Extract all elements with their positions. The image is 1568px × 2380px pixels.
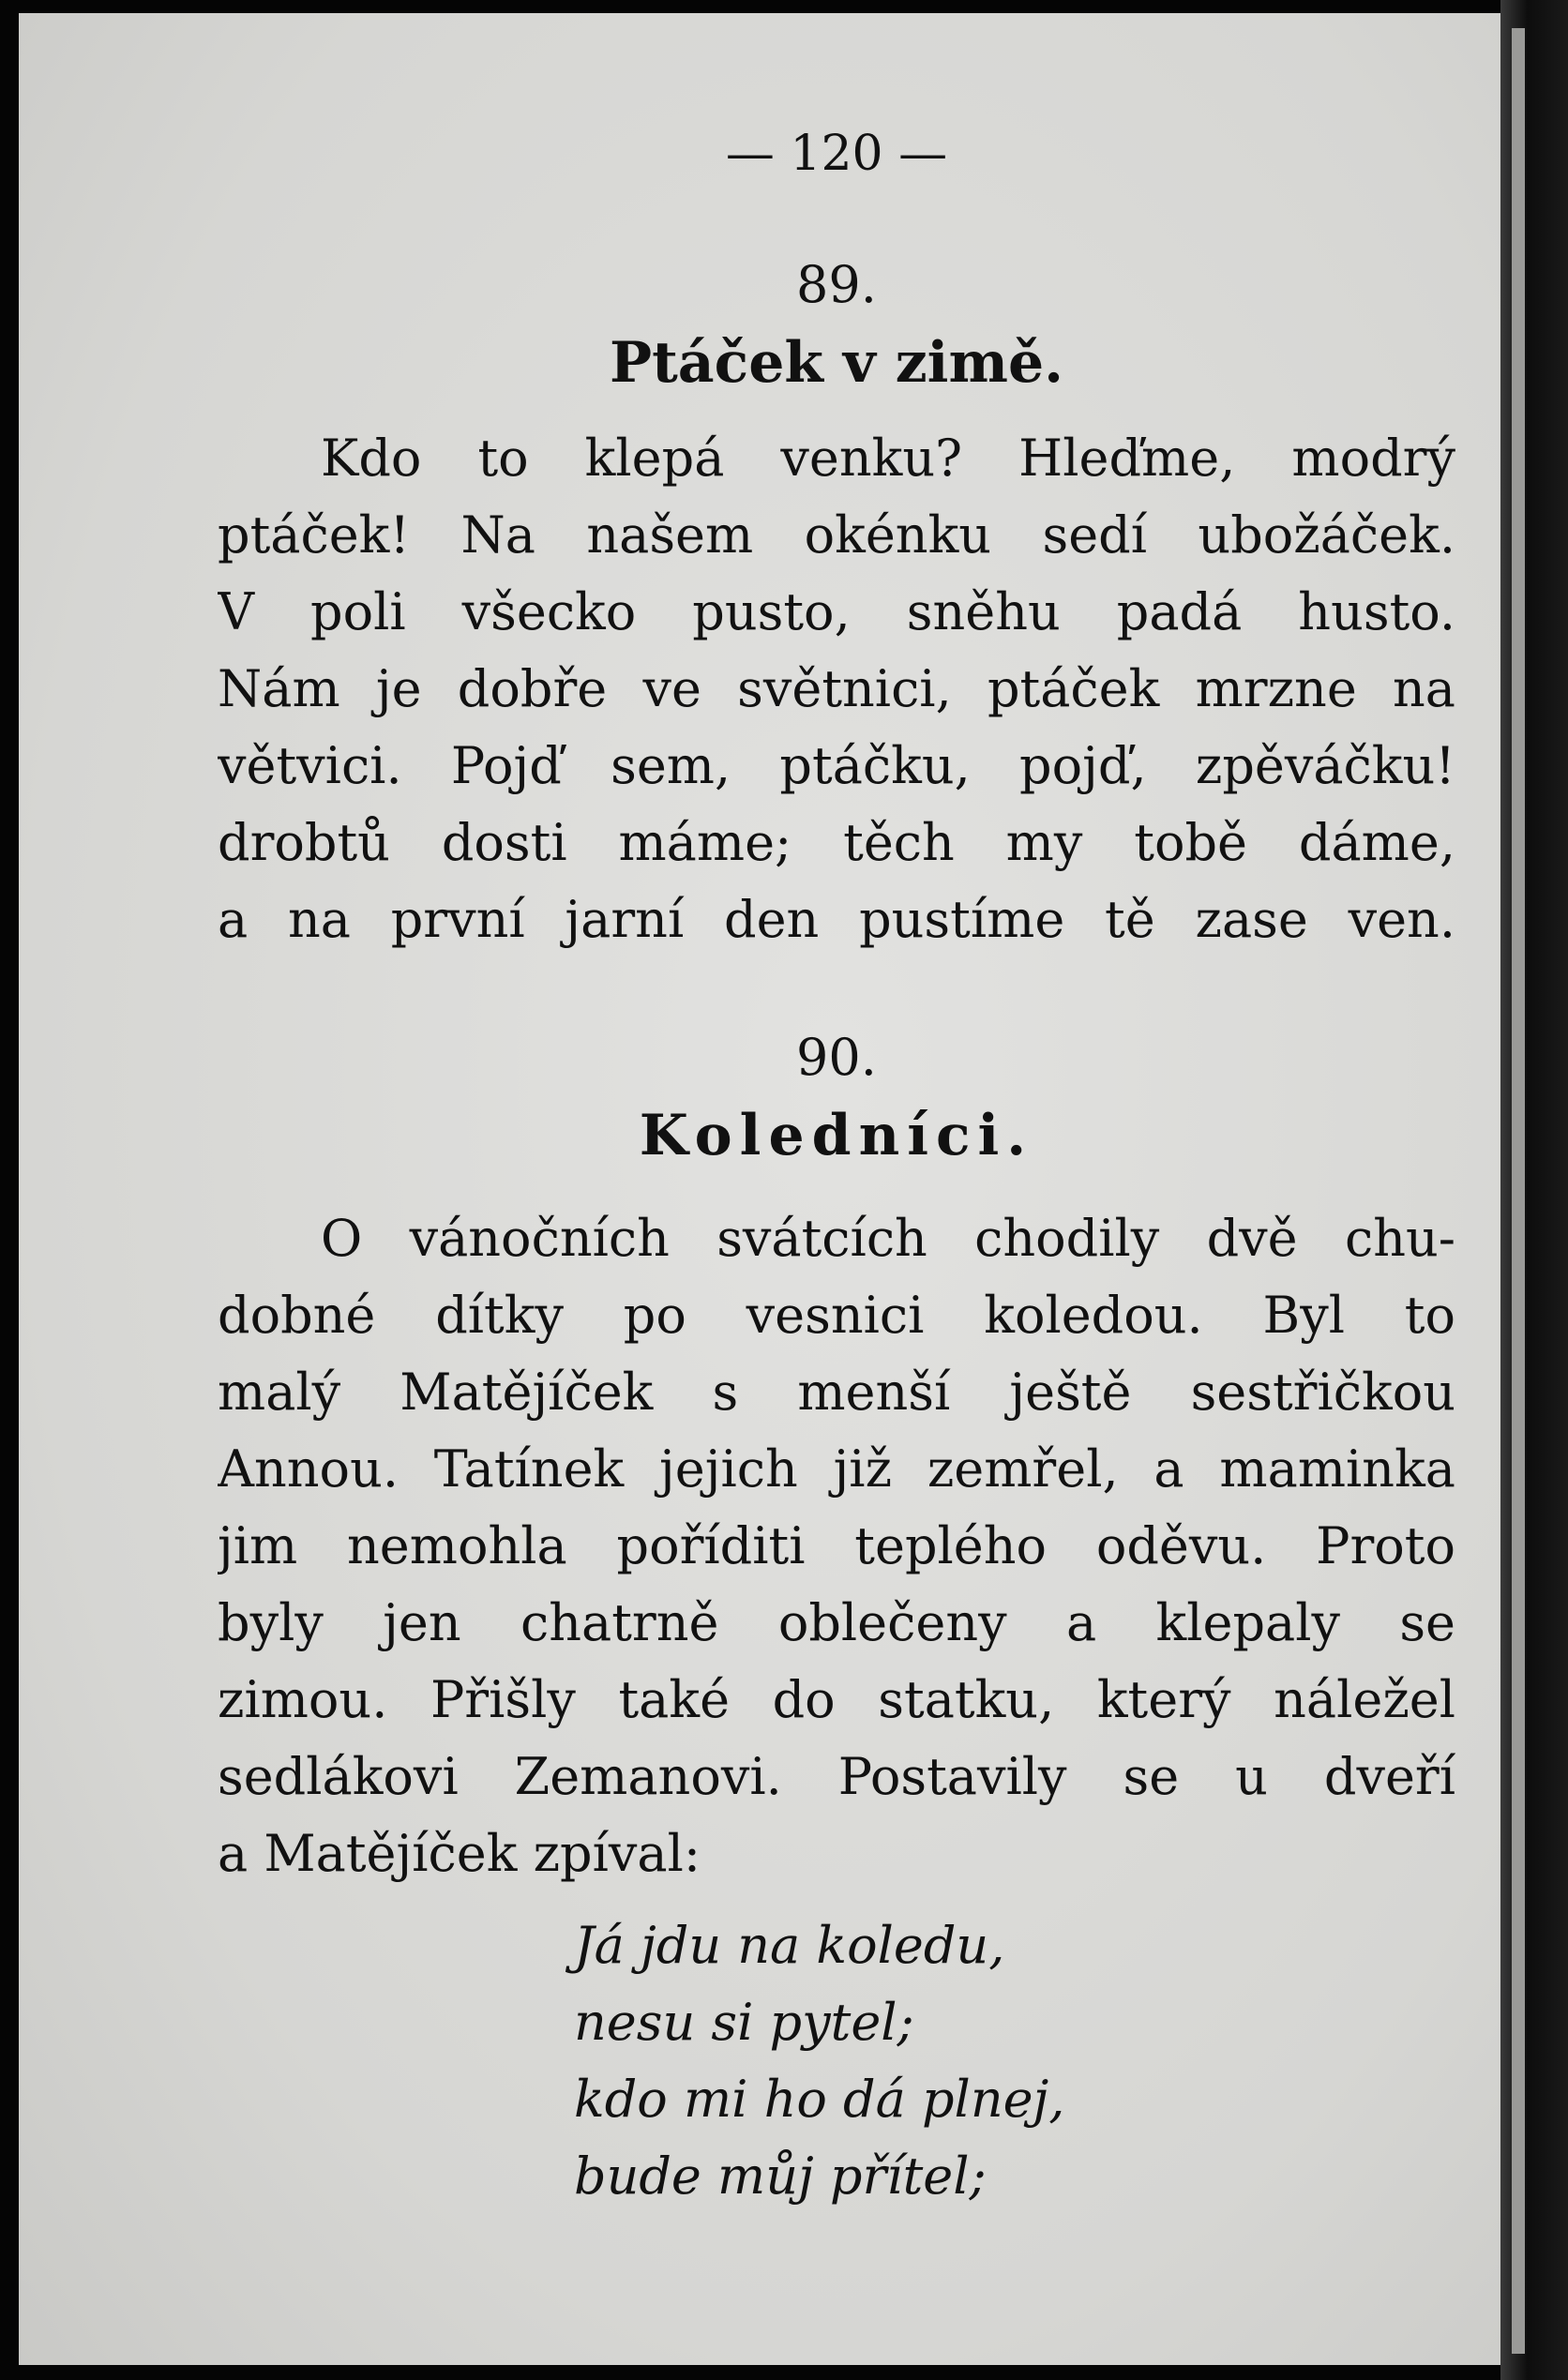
text-line: ptáček! Na našem okénku sedí ubožáček. [218,505,1455,565]
section-number: 89. [796,255,877,314]
page-number: — 120 — [725,126,948,182]
section-title: Koledníci. [639,1103,1034,1168]
verse [574,1907,1230,2215]
text-line: Kdo to klepá venku? Hleďme, modrý [321,429,1455,488]
text-line: jim nemohla poříditi teplého oděvu. Proto [218,1516,1455,1575]
text-line: drobtů dosti máme; těch my tobě dáme, [218,813,1455,872]
verse-line: kdo mi ho dá plnej, [574,2070,1065,2129]
text-line: byly jen chatrně oblečeny a klepaly se [218,1593,1455,1652]
text-line: O vánočních svátcích chodily dvě chu- [321,1209,1455,1268]
verse-line: bude můj přítel; [574,2147,987,2206]
text-line: dobné dítky po vesnici koledou. Byl to [218,1286,1455,1345]
text-line: Nám je dobře ve světnici, ptáček mrzne na [218,659,1455,718]
section-title: Ptáček v zimě. [609,330,1064,396]
text-line: sedlákovi Zemanovi. Postavily se u dveří [218,1747,1455,1806]
page-edge-strip [1512,28,1525,2354]
paragraph [218,1200,1455,1892]
section-number: 90. [796,1028,877,1087]
text-line: a Matějíček zpíval: [218,1824,701,1883]
text-line: a na první jarní den pustíme tě zase ven. [218,890,1455,949]
page-edge-shadow [1500,0,1568,2380]
text-line: zimou. Přišly také do statku, který náležel [218,1670,1455,1729]
verse-line: nesu si pytel; [574,1993,914,2052]
text-line: malý Matějíček s menší ještě sestřičkou [218,1363,1455,1422]
paragraph [218,420,1455,958]
verse-line: Já jdu na koledu, [574,1916,1005,1975]
text-line: Annou. Tatínek jejich již zemřel, a maminka [218,1439,1455,1499]
text-line: větvici. Pojď sem, ptáčku, pojď, zpěváčku! [218,736,1455,795]
book-page [19,13,1500,2365]
text-line: V poli všecko pusto, sněhu padá husto. [218,582,1455,641]
